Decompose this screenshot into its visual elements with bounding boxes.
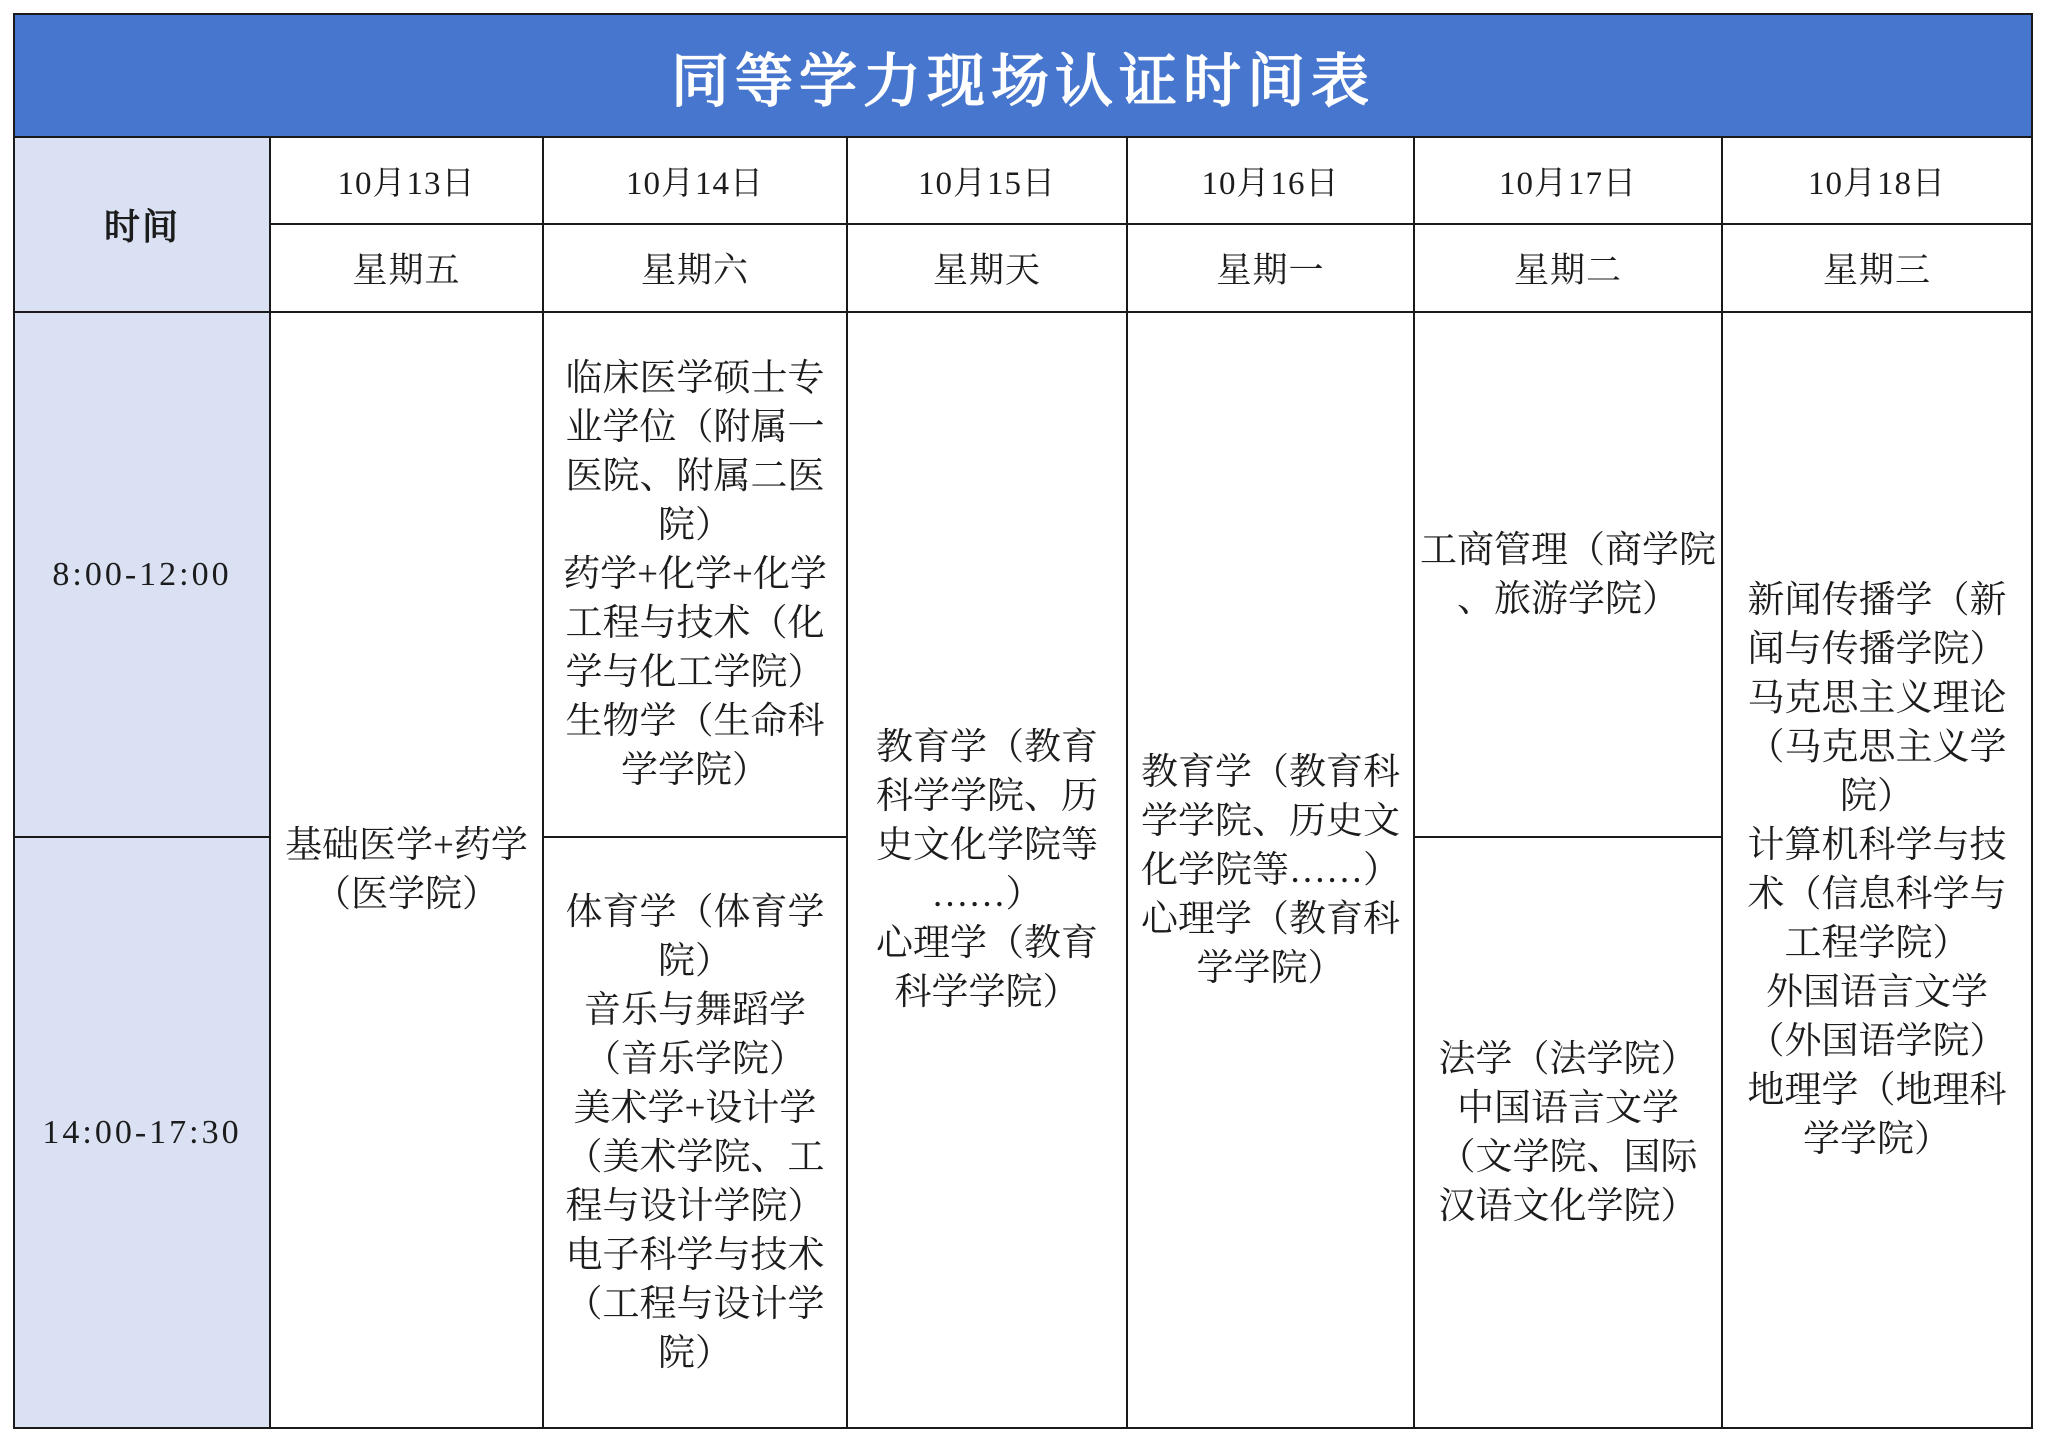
- cell-line: 工程与技术（化: [565, 603, 825, 644]
- cell-line: 生物学（生命科: [565, 701, 825, 742]
- cell-line: 闻与传播学院）: [1747, 629, 2007, 670]
- cell-line: 计算机科学与技: [1747, 825, 2007, 866]
- cell-line: 业学位（附属一: [565, 407, 825, 448]
- cell-line: 中国语言文学: [1457, 1087, 1679, 1129]
- cell-line: 地理学（地理科: [1747, 1070, 2007, 1111]
- cell-line: 程与设计学院）: [565, 1185, 825, 1227]
- cell-line: 体育学（体育学: [565, 891, 825, 933]
- cell-line: 院）: [658, 940, 732, 982]
- cell-oct-17-afternoon: [1414, 837, 1722, 1428]
- cell-oct-17-morning: [1414, 312, 1722, 837]
- morning-time-label: 8:00-12:00: [14, 312, 270, 837]
- cell-line: 心理学（教育: [876, 923, 1098, 964]
- date-row: [14, 137, 2032, 224]
- cell-line: 工商管理（商学院: [1420, 529, 1716, 571]
- cell-line: 科学学院）: [894, 972, 1080, 1013]
- cell-line: 、旅游学院）: [1457, 578, 1679, 620]
- weekday-oct-17: 星期二: [1414, 224, 1722, 312]
- date-oct-18: 10月18日: [1722, 137, 2032, 224]
- date-oct-16: 10月16日: [1127, 137, 1414, 224]
- cell-line: 外国语言文学: [1766, 972, 1988, 1013]
- cell-line: 史文化学院等: [876, 825, 1098, 866]
- cell-line: 医院、附属二医: [565, 456, 825, 497]
- cell-oct-13-all-day: [270, 312, 543, 1428]
- cell-line: （美术学院、工: [565, 1136, 825, 1178]
- cell-line: （文学院、国际: [1438, 1136, 1698, 1178]
- cell-line: （音乐学院）: [584, 1038, 806, 1080]
- cell-oct-15-all-day: [847, 312, 1127, 1428]
- cell-line: （医学院）: [314, 874, 499, 915]
- morning-row: [14, 312, 2032, 837]
- cell-line: 法学（法学院）: [1438, 1038, 1698, 1080]
- cell-line: 药学+化学+化学: [563, 554, 827, 595]
- cell-line: 新闻传播学（新: [1747, 580, 2007, 621]
- afternoon-time-label: 14:00-17:30: [14, 837, 270, 1428]
- cell-oct-18-all-day: [1722, 312, 2032, 1428]
- weekday-row: [14, 224, 2032, 312]
- schedule-table: [13, 13, 2033, 1429]
- cell-line: 化学院等……）: [1141, 849, 1400, 891]
- cell-line: 学与化工学院）: [565, 652, 825, 693]
- cell-oct-14-morning: [543, 312, 847, 837]
- cell-line: ……）: [931, 874, 1043, 915]
- cell-line: 院）: [658, 505, 732, 546]
- date-oct-14: 10月14日: [543, 137, 847, 224]
- cell-line: （马克思主义学: [1747, 727, 2007, 768]
- title-row: [14, 14, 2032, 137]
- cell-line: 教育学（教育科: [1141, 751, 1400, 793]
- weekday-oct-15: 星期天: [847, 224, 1127, 312]
- cell-line: 音乐与舞蹈学: [584, 989, 806, 1031]
- cell-line: 科学学院、历: [876, 776, 1098, 817]
- cell-line: 院）: [658, 1332, 732, 1374]
- time-header: 时间: [14, 137, 270, 312]
- cell-line: 汉语文化学院）: [1438, 1185, 1698, 1227]
- cell-line: 学学院）: [1803, 1119, 1951, 1160]
- cell-oct-16-all-day: [1127, 312, 1414, 1428]
- date-oct-17: 10月17日: [1414, 137, 1722, 224]
- cell-line: （工程与设计学: [565, 1283, 825, 1325]
- date-oct-13: 10月13日: [270, 137, 543, 224]
- weekday-oct-18: 星期三: [1722, 224, 2032, 312]
- weekday-oct-14: 星期六: [543, 224, 847, 312]
- cell-line: 学学院、历史文: [1141, 800, 1400, 842]
- cell-line: 学学院）: [1196, 947, 1345, 989]
- cell-line: 心理学（教育科: [1141, 898, 1400, 940]
- weekday-oct-16: 星期一: [1127, 224, 1414, 312]
- cell-line: 临床医学硕士专: [565, 358, 825, 399]
- cell-line: 电子科学与技术: [565, 1234, 825, 1276]
- cell-line: 工程学院）: [1784, 923, 1970, 964]
- cell-oct-14-afternoon: [543, 837, 847, 1428]
- date-oct-15: 10月15日: [847, 137, 1127, 224]
- cell-line: 基础医学+药学: [285, 825, 528, 866]
- cell-line: 美术学+设计学: [573, 1087, 817, 1129]
- cell-line: 院）: [1840, 776, 1914, 817]
- cell-line: 教育学（教育: [876, 727, 1098, 768]
- table-title: 同等学力现场认证时间表: [14, 14, 2032, 137]
- weekday-oct-13: 星期五: [270, 224, 543, 312]
- cell-line: 术（信息科学与: [1747, 874, 2007, 915]
- cell-line: 马克思主义理论: [1747, 678, 2007, 719]
- cell-line: 学学院）: [621, 750, 769, 791]
- cell-line: （外国语学院）: [1747, 1021, 2007, 1062]
